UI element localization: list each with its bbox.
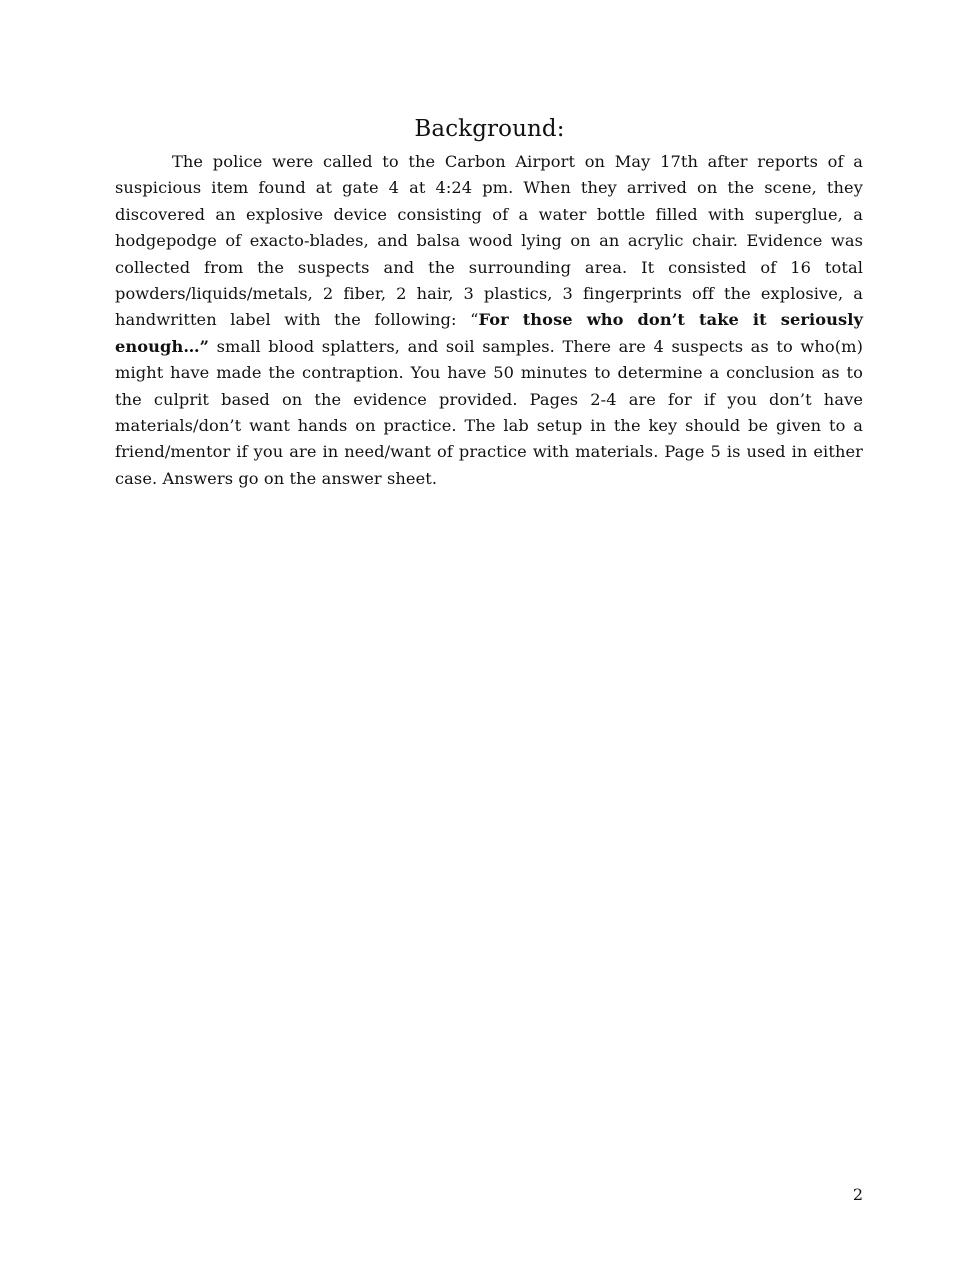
handwritten-label-quote: For those who don’t take it seriously enough…”	[115, 310, 863, 356]
paragraph-text-before: The police were called to the Carbon Airport on May 17th after reports of a suspicious item found at gate 4 at 4:24 pm. When they arrived on the scene, they discovered an explosive device consisting of a water bottle filled with superglue, a hodgepodge of exacto-blades, and balsa wood lying on an acrylic chair. Evidence was collected from the suspects and the surrounding area. It consisted of 16 total powders/liquids/metals, 2 fiber, 2 hair, 3 plastics, 3 fingerprints off the explosive, a handwritten label with the following: “	[115, 152, 863, 330]
page-number: 2	[852, 1185, 863, 1204]
background-paragraph	[115, 149, 863, 492]
paragraph-text-after: small blood splatters, and soil samples. There are 4 suspects as to who(m) might have made the contraption. You have 50 minutes to determine a conclusion as to the culprit based on the evidence provided. Pages 2-4 are for if you don’t have materials/don’t want hands on practice. The lab setup in the key should be given to a friend/mentor if you are in need/want of practice with materials. Page 5 is used in either case. Answers go on the answer sheet.	[115, 336, 863, 488]
page-title: Background:	[414, 116, 565, 142]
